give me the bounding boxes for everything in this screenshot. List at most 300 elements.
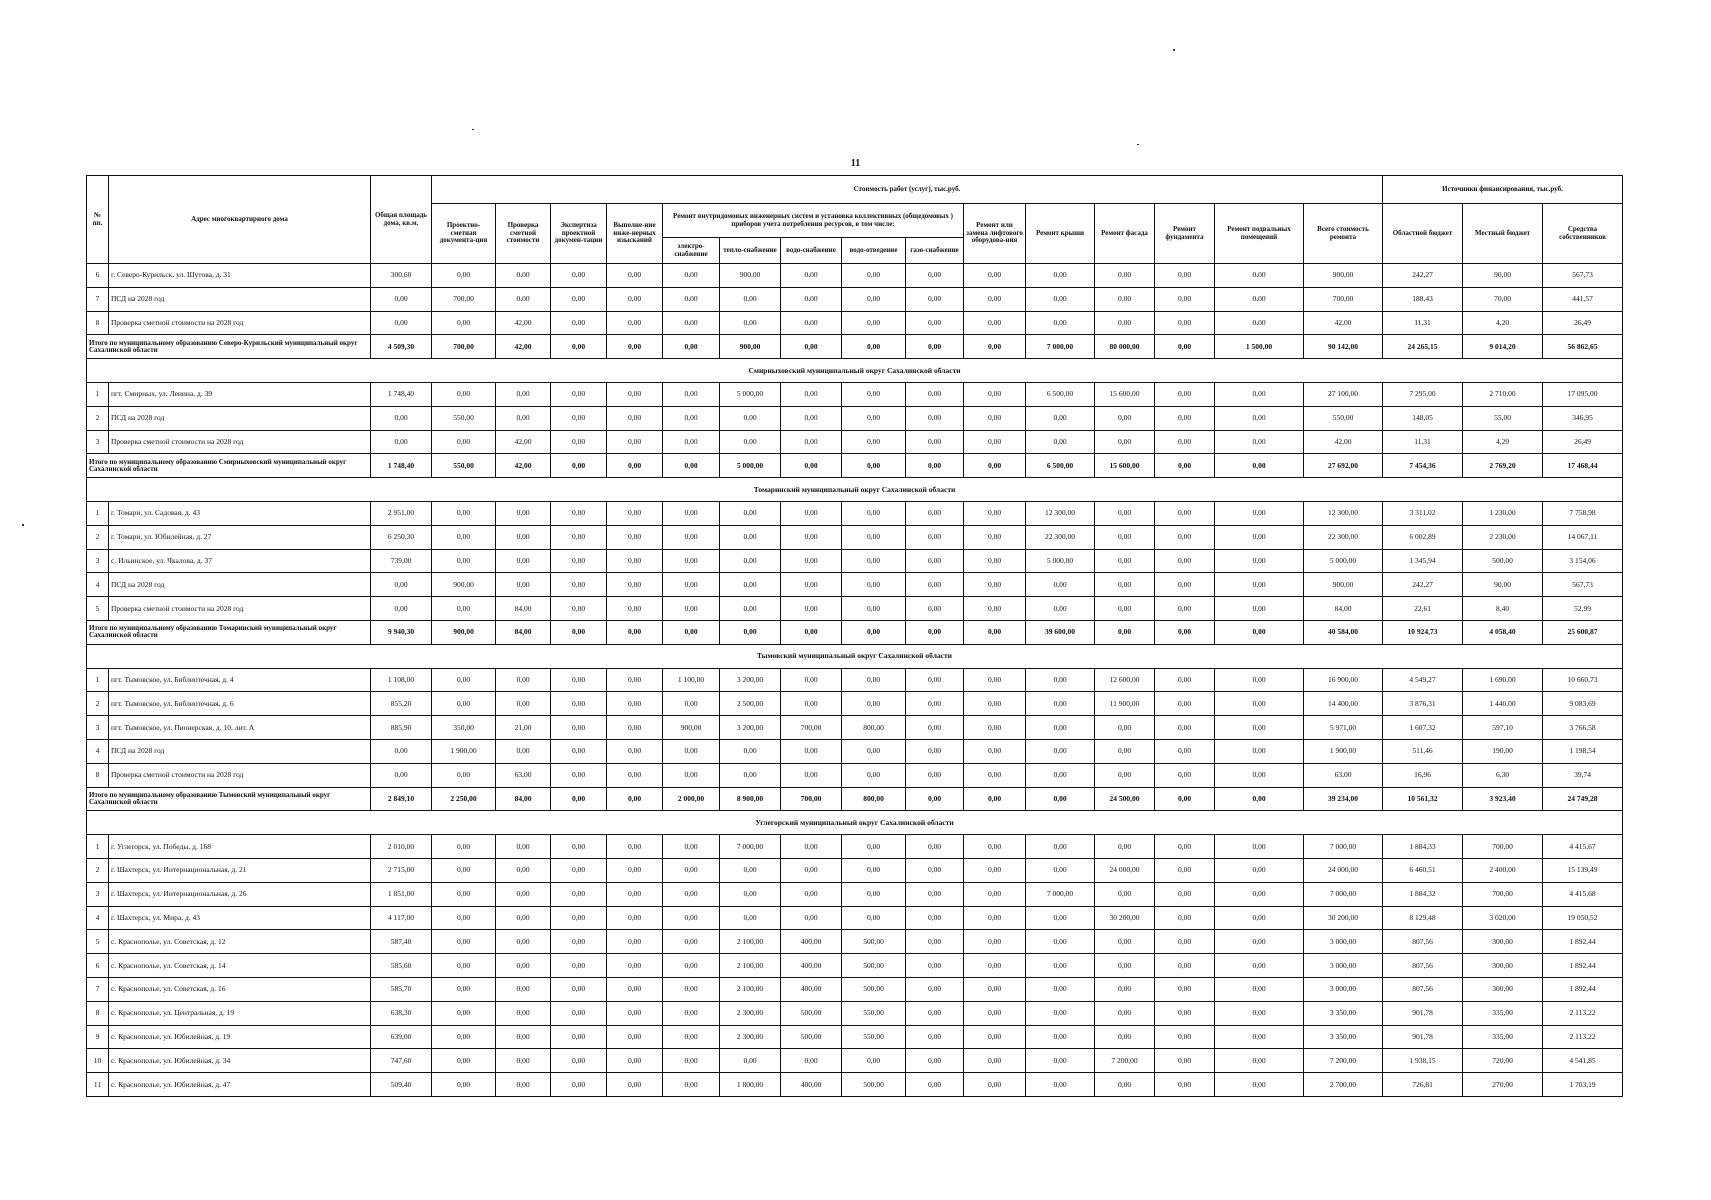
value-cell: 0,00	[607, 335, 663, 359]
value-cell: 0,00	[432, 858, 496, 882]
value-cell: 0,00	[1215, 406, 1304, 430]
value-cell: 0,00	[781, 1049, 842, 1073]
value-cell: 84,00	[496, 787, 551, 811]
value-cell: 0,00	[842, 1049, 906, 1073]
value-cell: 0,00	[1215, 906, 1304, 930]
value-cell: 0,00	[663, 525, 720, 549]
section-title: Смирныховский муниципальный округ Сахалинской области	[87, 359, 1623, 383]
value-cell: 0,00	[906, 335, 964, 359]
value-cell: 0,00	[781, 692, 842, 716]
value-cell: 0,00	[496, 930, 551, 954]
value-cell: 0,00	[720, 858, 781, 882]
value-cell: 0,00	[496, 549, 551, 573]
value-cell: 3 766,58	[1543, 716, 1623, 740]
value-cell: 6,30	[1463, 763, 1543, 787]
value-cell: 335,00	[1463, 1025, 1543, 1049]
value-cell: 0,00	[1155, 311, 1215, 335]
value-cell: 0,00	[781, 549, 842, 573]
value-cell: 0,00	[1215, 597, 1304, 621]
value-cell: 2 951,00	[371, 501, 432, 525]
row-number: 3	[87, 716, 109, 740]
value-cell: 4 541,85	[1543, 1049, 1623, 1073]
value-cell: 1 900,00	[432, 739, 496, 763]
table-row	[87, 501, 1623, 525]
row-number: 2	[87, 525, 109, 549]
value-cell: 6 460,51	[1383, 858, 1463, 882]
value-cell: 0,00	[1155, 1025, 1215, 1049]
value-cell: 0,00	[432, 930, 496, 954]
value-cell: 0,00	[663, 406, 720, 430]
value-cell: 0,00	[607, 716, 663, 740]
value-cell: 0,00	[663, 264, 720, 288]
value-cell: 1 938,15	[1383, 1049, 1463, 1073]
value-cell: 42,00	[496, 335, 551, 359]
value-cell: 0,00	[1095, 1001, 1155, 1025]
value-cell: 0,00	[551, 906, 607, 930]
value-cell: 0,00	[964, 692, 1026, 716]
value-cell: 0,00	[906, 716, 964, 740]
value-cell: 0,00	[842, 739, 906, 763]
value-cell: 0,00	[551, 1073, 607, 1097]
value-cell: 511,46	[1383, 739, 1463, 763]
value-cell: 0,00	[551, 430, 607, 454]
value-cell: 0,00	[663, 763, 720, 787]
table-row	[87, 954, 1623, 978]
value-cell: 300,00	[1463, 977, 1543, 1001]
value-cell: 0,00	[720, 739, 781, 763]
value-cell: 0,00	[496, 501, 551, 525]
value-cell: 0,00	[1026, 1073, 1095, 1097]
value-cell: 0,00	[1215, 835, 1304, 859]
value-cell: 63,00	[1304, 763, 1383, 787]
table-row	[87, 716, 1623, 740]
value-cell: 0,00	[607, 1049, 663, 1073]
value-cell: 0,00	[781, 430, 842, 454]
value-cell: 900,00	[720, 335, 781, 359]
value-cell: 1 748,40	[371, 382, 432, 406]
address-cell: г. Томари, ул. Юбилейная, д. 27	[109, 525, 371, 549]
value-cell: 567,73	[1543, 264, 1623, 288]
value-cell: 52,99	[1543, 597, 1623, 621]
value-cell: 10 660,73	[1543, 668, 1623, 692]
value-cell: 0,00	[1095, 430, 1155, 454]
value-cell: 0,00	[1155, 525, 1215, 549]
value-cell: 7 758,98	[1543, 501, 1623, 525]
value-cell: 0,00	[551, 977, 607, 1001]
header-cost-group: Стоимость работ (услуг), тыс.руб.	[432, 176, 1383, 204]
value-cell: 0,00	[432, 597, 496, 621]
value-cell: 0,00	[1215, 620, 1304, 644]
value-cell: 0,00	[663, 1049, 720, 1073]
value-cell: 24 000,00	[1304, 858, 1383, 882]
value-cell: 900,00	[1304, 264, 1383, 288]
value-cell: 15 600,00	[1095, 382, 1155, 406]
value-cell: 0,00	[432, 1025, 496, 1049]
value-cell: 0,00	[906, 668, 964, 692]
value-cell: 0,00	[496, 858, 551, 882]
value-cell: 0,00	[607, 264, 663, 288]
value-cell: 0,00	[1026, 311, 1095, 335]
table-header	[87, 176, 1623, 264]
header-basement: Ремонт подвальных помещений	[1215, 204, 1304, 264]
address-cell: г. Северо-Курильск, ул. Шутова, д. 31	[109, 264, 371, 288]
address-cell: с. Краснополье, ул. Советская, д. 12	[109, 930, 371, 954]
value-cell: 0,00	[496, 906, 551, 930]
value-cell: 2 250,00	[432, 787, 496, 811]
value-cell: 0,00	[607, 692, 663, 716]
value-cell: 24 000,00	[1095, 858, 1155, 882]
value-cell: 7 000,00	[720, 835, 781, 859]
header-num: № пп.	[87, 176, 109, 264]
value-cell: 4,20	[1463, 311, 1543, 335]
value-cell: 1 440,00	[1463, 692, 1543, 716]
value-cell: 0,00	[496, 1001, 551, 1025]
value-cell: 350,00	[432, 716, 496, 740]
value-cell: 0,00	[906, 501, 964, 525]
value-cell: 0,00	[842, 668, 906, 692]
value-cell: 0,00	[496, 739, 551, 763]
value-cell: 0,00	[1026, 692, 1095, 716]
value-cell: 0,00	[607, 1073, 663, 1097]
value-cell: 0,00	[842, 406, 906, 430]
row-number: 5	[87, 597, 109, 621]
value-cell: 700,00	[432, 287, 496, 311]
value-cell: 0,00	[1155, 882, 1215, 906]
value-cell: 0,00	[720, 573, 781, 597]
value-cell: 1 892,44	[1543, 954, 1623, 978]
value-cell: 0,00	[1026, 406, 1095, 430]
value-cell: 638,30	[371, 1001, 432, 1025]
value-cell: 242,27	[1383, 573, 1463, 597]
value-cell: 346,95	[1543, 406, 1623, 430]
value-cell: 1 851,00	[371, 882, 432, 906]
value-cell: 12 600,00	[1095, 668, 1155, 692]
value-cell: 1 884,33	[1383, 835, 1463, 859]
address-cell: пгт. Смирных, ул. Ленина, д. 39	[109, 382, 371, 406]
scan-speck	[1137, 144, 1139, 145]
value-cell: 0,00	[1095, 597, 1155, 621]
value-cell: 0,00	[663, 335, 720, 359]
header-sewer: водо-отведение	[842, 238, 906, 264]
value-cell: 4 549,27	[1383, 668, 1463, 692]
value-cell: 0,00	[842, 287, 906, 311]
value-cell: 0,00	[964, 739, 1026, 763]
value-cell: 25 600,87	[1543, 620, 1623, 644]
value-cell: 441,57	[1543, 287, 1623, 311]
value-cell: 0,00	[964, 501, 1026, 525]
value-cell: 400,00	[781, 930, 842, 954]
header-total: Всего стоимость ремонта	[1304, 204, 1383, 264]
value-cell: 9 940,30	[371, 620, 432, 644]
value-cell: 0,00	[551, 1049, 607, 1073]
value-cell: 0,00	[906, 287, 964, 311]
value-cell: 0,00	[906, 525, 964, 549]
value-cell: 0,00	[906, 882, 964, 906]
value-cell: 0,00	[964, 620, 1026, 644]
value-cell: 6 002,89	[1383, 525, 1463, 549]
value-cell: 2 849,10	[371, 787, 432, 811]
value-cell: 0,00	[607, 287, 663, 311]
value-cell: 0,00	[496, 1049, 551, 1073]
value-cell: 0,00	[551, 287, 607, 311]
value-cell: 2 113,22	[1543, 1001, 1623, 1025]
value-cell: 0,00	[551, 335, 607, 359]
address-cell: с. Ильинское, ул. Чкалова, д. 37	[109, 549, 371, 573]
value-cell: 0,00	[964, 882, 1026, 906]
value-cell: 0,00	[1095, 930, 1155, 954]
value-cell: 0,00	[1155, 287, 1215, 311]
value-cell: 0,00	[964, 930, 1026, 954]
value-cell: 0,00	[781, 858, 842, 882]
value-cell: 0,00	[1026, 739, 1095, 763]
value-cell: 0,00	[1095, 264, 1155, 288]
value-cell: 0,00	[964, 1001, 1026, 1025]
value-cell: 1 500,00	[1215, 335, 1304, 359]
value-cell: 700,00	[432, 335, 496, 359]
value-cell: 0,00	[906, 1025, 964, 1049]
scan-speck	[1173, 49, 1175, 51]
value-cell: 15 600,00	[1095, 454, 1155, 478]
value-cell: 55,00	[1463, 406, 1543, 430]
value-cell: 0,00	[1215, 787, 1304, 811]
value-cell: 0,00	[1155, 406, 1215, 430]
table-row	[87, 264, 1623, 288]
value-cell: 700,00	[781, 716, 842, 740]
table-row	[87, 739, 1623, 763]
value-cell: 3 200,00	[720, 668, 781, 692]
value-cell: 0,00	[607, 906, 663, 930]
value-cell: 7 000,00	[1304, 835, 1383, 859]
value-cell: 0,00	[781, 454, 842, 478]
value-cell: 1 800,00	[720, 1073, 781, 1097]
value-cell: 6 500,00	[1026, 454, 1095, 478]
value-cell: 0,00	[1155, 1001, 1215, 1025]
value-cell: 0,00	[1215, 739, 1304, 763]
table-body	[87, 264, 1623, 1097]
value-cell: 0,00	[720, 620, 781, 644]
table-row	[87, 311, 1623, 335]
value-cell: 0,00	[1026, 597, 1095, 621]
value-cell: 0,00	[1026, 930, 1095, 954]
value-cell: 11 900,00	[1095, 692, 1155, 716]
value-cell: 0,00	[1095, 954, 1155, 978]
value-cell: 0,00	[1155, 430, 1215, 454]
value-cell: 19 050,52	[1543, 906, 1623, 930]
table-row	[87, 382, 1623, 406]
address-cell: пгт. Тымовское, ул. Библиотечная, д. 6	[109, 692, 371, 716]
value-cell: 0,00	[1155, 620, 1215, 644]
value-cell: 3 020,00	[1463, 906, 1543, 930]
value-cell: 0,00	[551, 668, 607, 692]
value-cell: 7 454,36	[1383, 454, 1463, 478]
total-label: Итого по муниципальному образованию Тымовский муниципальный округ Сахалинской области	[87, 787, 371, 811]
section-title: Тымовский муниципальный округ Сахалинской области	[87, 644, 1623, 668]
value-cell: 0,00	[1095, 835, 1155, 859]
value-cell: 0,00	[906, 620, 964, 644]
value-cell: 0,00	[663, 549, 720, 573]
header-regional: Областной бюджет	[1383, 204, 1463, 264]
value-cell: 27 692,00	[1304, 454, 1383, 478]
value-cell: 0,00	[663, 573, 720, 597]
value-cell: 0,00	[607, 763, 663, 787]
value-cell: 585,70	[371, 977, 432, 1001]
value-cell: 0,00	[432, 954, 496, 978]
value-cell: 0,00	[781, 311, 842, 335]
value-cell: 0,00	[964, 716, 1026, 740]
value-cell: 0,00	[906, 597, 964, 621]
address-cell: г. Шахтерск, ул. Интернациональная, д. 26	[109, 882, 371, 906]
table-row	[87, 525, 1623, 549]
table-row	[87, 858, 1623, 882]
value-cell: 0,00	[663, 930, 720, 954]
value-cell: 0,00	[842, 311, 906, 335]
value-cell: 587,40	[371, 930, 432, 954]
value-cell: 0,00	[1095, 406, 1155, 430]
value-cell: 0,00	[371, 739, 432, 763]
header-foundation: Ремонт фундамента	[1155, 204, 1215, 264]
value-cell: 0,00	[607, 430, 663, 454]
value-cell: 800,00	[842, 716, 906, 740]
value-cell: 0,00	[663, 1025, 720, 1049]
value-cell: 0,00	[663, 620, 720, 644]
value-cell: 2 300,00	[720, 1001, 781, 1025]
value-cell: 0,00	[496, 382, 551, 406]
value-cell: 4 415,67	[1543, 835, 1623, 859]
value-cell: 0,00	[1095, 311, 1155, 335]
value-cell: 2 113,22	[1543, 1025, 1623, 1049]
value-cell: 0,00	[1215, 430, 1304, 454]
row-number: 1	[87, 382, 109, 406]
value-cell: 1 230,00	[1463, 501, 1543, 525]
table-row	[87, 1025, 1623, 1049]
value-cell: 0,00	[432, 668, 496, 692]
value-cell: 597,10	[1463, 716, 1543, 740]
value-cell: 0,00	[432, 430, 496, 454]
value-cell: 500,00	[781, 1001, 842, 1025]
value-cell: 0,00	[551, 716, 607, 740]
address-cell: ПСД на 2028 год	[109, 406, 371, 430]
value-cell: 0,00	[1215, 858, 1304, 882]
value-cell: 0,00	[1155, 454, 1215, 478]
value-cell: 807,56	[1383, 977, 1463, 1001]
value-cell: 500,00	[842, 1073, 906, 1097]
value-cell: 7 000,00	[1026, 335, 1095, 359]
value-cell: 0,00	[432, 1073, 496, 1097]
table-row	[87, 977, 1623, 1001]
value-cell: 1 900,00	[1304, 739, 1383, 763]
value-cell: 21,00	[496, 716, 551, 740]
table-row	[87, 692, 1623, 716]
row-number: 6	[87, 954, 109, 978]
value-cell: 0,00	[1026, 1025, 1095, 1049]
value-cell: 0,00	[607, 549, 663, 573]
value-cell: 3 000,00	[1304, 930, 1383, 954]
value-cell: 0,00	[432, 549, 496, 573]
value-cell: 0,00	[371, 287, 432, 311]
value-cell: 0,00	[551, 597, 607, 621]
value-cell: 0,00	[371, 430, 432, 454]
value-cell: 0,00	[496, 525, 551, 549]
value-cell: 0,00	[964, 382, 1026, 406]
value-cell: 0,00	[720, 525, 781, 549]
value-cell: 0,00	[551, 382, 607, 406]
value-cell: 0,00	[551, 264, 607, 288]
address-cell: с. Краснополье, ул. Советская, д. 16	[109, 977, 371, 1001]
value-cell: 0,00	[964, 430, 1026, 454]
table-row	[87, 1049, 1623, 1073]
value-cell: 0,00	[781, 573, 842, 597]
value-cell: 0,00	[906, 311, 964, 335]
value-cell: 400,00	[781, 954, 842, 978]
value-cell: 0,00	[607, 311, 663, 335]
value-cell: 0,00	[607, 787, 663, 811]
value-cell: 0,00	[1215, 501, 1304, 525]
value-cell: 885,90	[371, 716, 432, 740]
value-cell: 0,00	[663, 454, 720, 478]
header-elevator: Ремонт или замена лифтового оборудова-ния	[964, 204, 1026, 264]
value-cell: 0,00	[607, 882, 663, 906]
value-cell: 0,00	[906, 1073, 964, 1097]
table-row	[87, 1001, 1623, 1025]
value-cell: 400,00	[781, 1073, 842, 1097]
value-cell: 0,00	[432, 382, 496, 406]
value-cell: 0,00	[842, 763, 906, 787]
row-number: 3	[87, 882, 109, 906]
value-cell: 0,00	[371, 311, 432, 335]
value-cell: 0,00	[906, 382, 964, 406]
table-row	[87, 763, 1623, 787]
address-cell: пгт. Тымовское, ул. Пионерская, д. 10, лит. А	[109, 716, 371, 740]
value-cell: 0,00	[551, 954, 607, 978]
value-cell: 0,00	[906, 692, 964, 716]
value-cell: 0,00	[1026, 906, 1095, 930]
value-cell: 0,00	[1026, 668, 1095, 692]
value-cell: 0,00	[1215, 525, 1304, 549]
value-cell: 14 067,11	[1543, 525, 1623, 549]
value-cell: 0,00	[432, 311, 496, 335]
value-cell: 0,00	[607, 620, 663, 644]
value-cell: 0,00	[1026, 264, 1095, 288]
value-cell: 0,00	[551, 1025, 607, 1049]
value-cell: 148,05	[1383, 406, 1463, 430]
value-cell: 1 100,00	[663, 668, 720, 692]
value-cell: 8 129,48	[1383, 906, 1463, 930]
value-cell: 900,00	[663, 716, 720, 740]
value-cell: 14 400,00	[1304, 692, 1383, 716]
value-cell: 639,00	[371, 1025, 432, 1049]
value-cell: 0,00	[1026, 287, 1095, 311]
value-cell: 0,00	[1026, 954, 1095, 978]
value-cell: 0,00	[607, 1025, 663, 1049]
value-cell: 0,00	[496, 977, 551, 1001]
value-cell: 0,00	[1026, 1049, 1095, 1073]
value-cell: 2 769,20	[1463, 454, 1543, 478]
value-cell: 11,31	[1383, 311, 1463, 335]
value-cell: 0,00	[781, 668, 842, 692]
value-cell: 901,78	[1383, 1025, 1463, 1049]
row-number: 4	[87, 573, 109, 597]
value-cell: 42,00	[496, 430, 551, 454]
value-cell: 0,00	[1026, 763, 1095, 787]
value-cell: 10 924,73	[1383, 620, 1463, 644]
value-cell: 0,00	[720, 430, 781, 454]
value-cell: 3 200,00	[720, 716, 781, 740]
value-cell: 2 100,00	[720, 930, 781, 954]
value-cell: 0,00	[432, 525, 496, 549]
value-cell: 0,00	[720, 597, 781, 621]
value-cell: 0,00	[720, 501, 781, 525]
value-cell: 270,00	[1463, 1073, 1543, 1097]
